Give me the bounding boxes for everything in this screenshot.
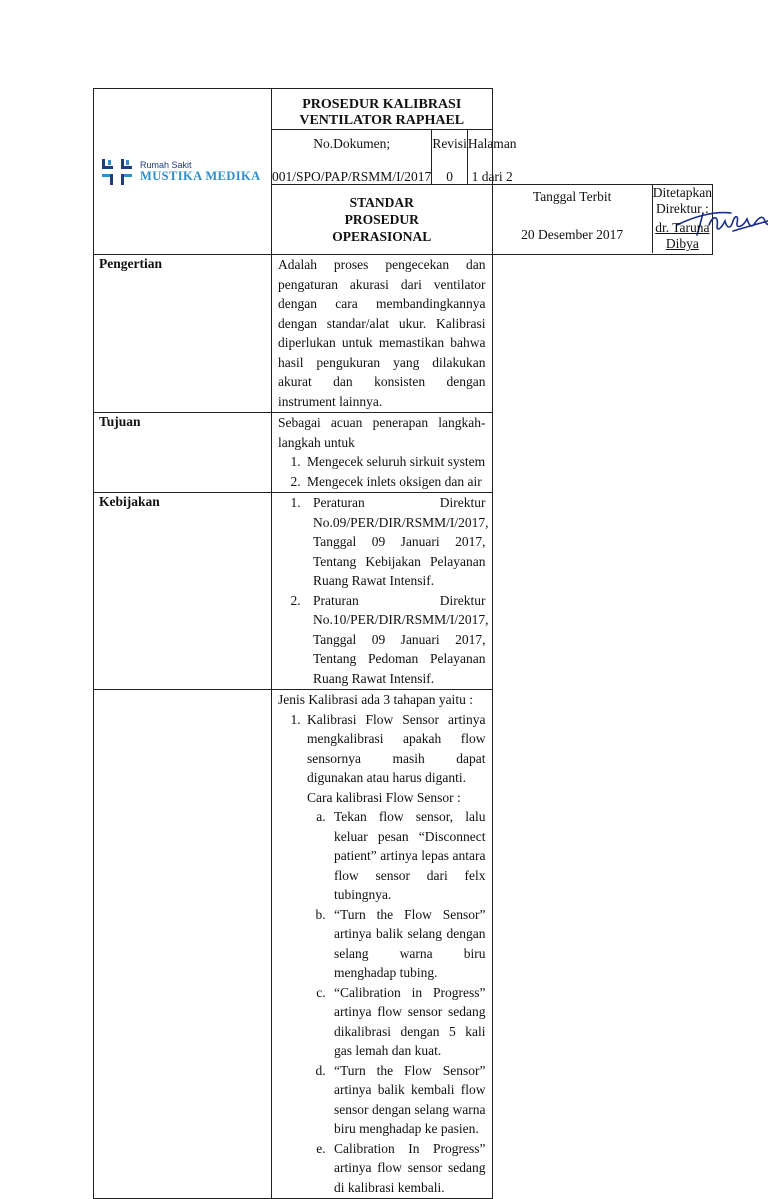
standar-line-2: PROSEDUR: [344, 212, 419, 227]
pengertian-text: Adalah proses pengecekan dan pengaturan akurasi dari ventilator dengan cara membandingkannya dengan standar/alat ukur. Kalibrasi diperlukan untuk memastikan bahwa hasil pengukuran yang dilakukan akurat dan konsisten dengan instrument lainnya.: [272, 255, 493, 413]
tujuan-intro: Sebagai acuan penerapan langkah-langkah untuk: [278, 415, 486, 450]
tujuan-label: Tujuan: [94, 413, 272, 493]
standar-prosedur-cell: [272, 185, 493, 255]
revisi-value: 0: [446, 169, 453, 184]
prosedur-list: [278, 710, 486, 1198]
standar-line-1: STANDAR: [349, 195, 414, 210]
list-item: 2. Praturan Direktur No.10/PER/DIR/RSMM/I/2017, Tanggal 09 Januari 2017, Tentang Pedoman Pelayanan Ruang Rawat Intensif.: [304, 591, 486, 689]
kebijakan-content: [272, 493, 493, 690]
tujuan-list: [278, 452, 486, 491]
logo-name-text: MUSTIKA MEDIKA: [140, 168, 261, 183]
no-dokumen-block: [272, 130, 432, 184]
prosedur-intro: Jenis Kalibrasi ada 3 tahapan yaitu :: [278, 692, 473, 707]
list-item: c. “Calibration in Progress” artinya flow sensor sedang dikalibrasi dengan 5 kali gas lemah dan kuat.: [329, 983, 486, 1061]
document-title-cell: [272, 89, 493, 130]
list-item: 1. Peraturan Direktur No.09/PER/DIR/RSMM/I/2017, Tanggal 09 Januari 2017, Tentang Kebijakan Pelayanan Ruang Rawat Intensif.: [304, 493, 486, 591]
terbit-cell: [492, 185, 713, 255]
director-name: dr. Taruna Dibya: [655, 220, 710, 251]
no-dokumen-label: No.Dokumen;: [313, 136, 391, 151]
standar-line-3: OPERASIONAL: [332, 229, 432, 244]
prosedur-label-cell: [94, 690, 272, 1199]
revisi-label: Revisi: [432, 136, 467, 151]
halaman-block: [468, 130, 517, 184]
kebijakan-label: Kebijakan: [94, 493, 272, 690]
revisi-block: [432, 130, 468, 184]
prosedur-content: [272, 690, 493, 1199]
document-meta-cell: [272, 130, 517, 185]
list-item: b. “Turn the Flow Sensor” artinya balik selang dengan selang warna biru menghadap tubing.: [329, 905, 486, 983]
cara-kalibrasi-heading: Cara kalibrasi Flow Sensor :: [307, 789, 461, 805]
no-dokumen-value: 001/SPO/PAP/RSMM/I/2017: [272, 169, 432, 184]
halaman-label: Halaman: [467, 136, 517, 151]
list-item: d. “Turn the Flow Sensor” artinya balik kembali flow sensor dengan selang warna biru menghadap ke pasien.: [329, 1061, 486, 1139]
hospital-logo-cell: [94, 89, 272, 255]
hospital-logo: [94, 157, 271, 187]
logo-small-text: Rumah Sakit: [140, 159, 192, 170]
cara-kalibrasi-steps: [307, 807, 486, 1197]
pengertian-label: Pengertian: [94, 255, 272, 413]
tanggal-terbit-label: Tanggal Terbit: [532, 189, 612, 204]
tanggal-terbit-block: [493, 185, 653, 253]
list-item: [304, 710, 486, 1198]
list-item: e. Calibration In Progress” artinya flow sensor sedang di kalibrasi kembali.: [329, 1139, 486, 1198]
prosedur-item-1: Kalibrasi Flow Sensor artinya mengkalibrasi apakah flow sensornya masih dapat digunakan atau harus diganti.: [307, 711, 486, 785]
kebijakan-list: [278, 493, 489, 688]
halaman-value: 1 dari 2: [471, 169, 513, 184]
ditetapkan-block: [653, 185, 712, 253]
tujuan-content: [272, 413, 493, 493]
sop-table: [93, 88, 713, 1199]
sop-document: [93, 88, 713, 1199]
ditetapkan-label: Ditetapkan Direktur :: [652, 185, 712, 216]
document-title: PROSEDUR KALIBRASI VENTILATOR RAPHAEL: [299, 97, 465, 128]
tanggal-terbit-value: 20 Desember 2017: [521, 227, 624, 242]
list-item: 2. Mengecek inlets oksigen dan air: [304, 472, 486, 492]
list-item: a. Tekan flow sensor, lalu keluar pesan “Disconnect patient” artinya lepas antara flow sensor dari felx tubingnya.: [329, 807, 486, 905]
list-item: 1. Mengecek seluruh sirkuit system: [304, 452, 486, 472]
hospital-cross-icon: [100, 157, 134, 187]
